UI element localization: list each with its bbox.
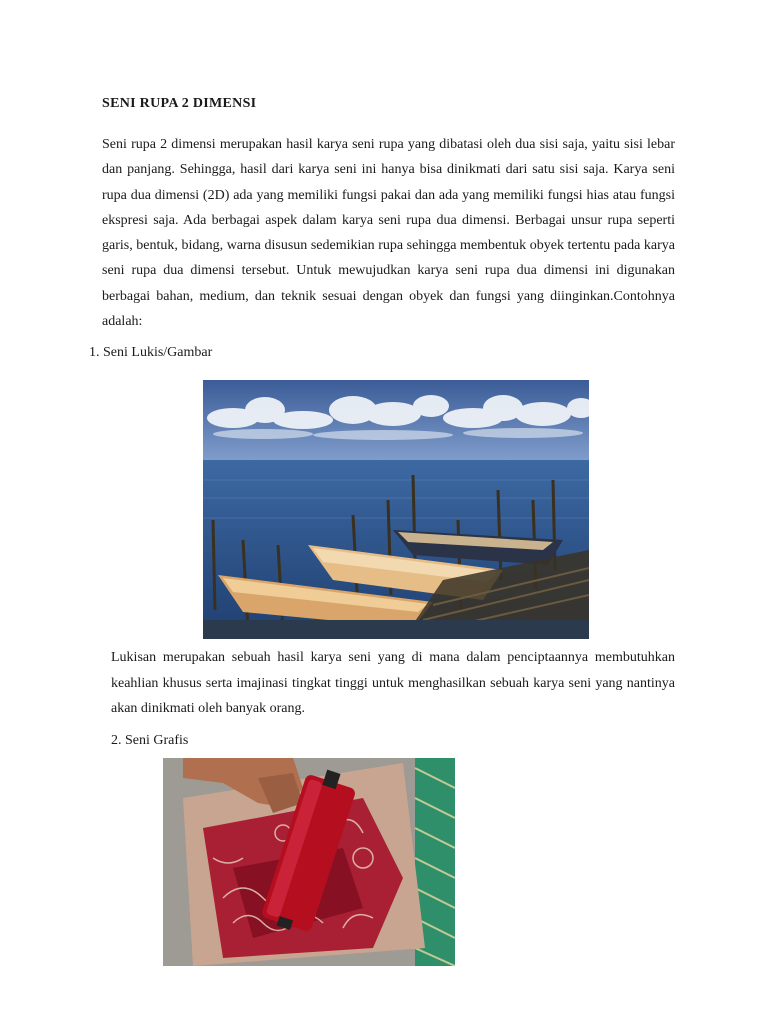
list-item-seni-grafis: 2. Seni Grafis [111,733,189,748]
intro-paragraph: Seni rupa 2 dimensi merupakan hasil karya seni rupa yang dibatasi oleh dua sisi saja, yaitu sisi lebar dan panjang. Sehingga, hasil dari karya seni ini hanya bisa dinikmati dari satu sisi saja. Karya seni rupa dua dimensi (2D) ada yang memiliki fungsi pakai dan ada yang memiliki fungsi hias atau fungsi ekspresi saja. Ada berbagai aspek dalam karya seni rupa dua dimensi. Berbagai unsur rupa seperti garis, bentuk, bidang, warna disusun sedemikian rupa sehingga membentuk obyek tertentu pada karya seni rupa dua dimensi tersebut. Untuk mewujudkan karya seni rupa dua dimensi ini digunakan berbagai bahan, medium, dan teknik sesuai dengan obyek dan fungsi yang diinginkan.Contohnya adalah: [102,137,675,330]
printmaking-roller-image [163,758,455,966]
list-item-seni-lukis: 1. Seni Lukis/Gambar [89,345,213,360]
painting-description: Lukisan merupakan sebuah hasil karya seni yang di mana dalam penciptaannya membutuhkan keahlian khusus serta imajinasi tingkat tinggi untuk menghasilkan sebuah karya seni yang nantinya akan dinikmati oleh banyak orang. [111,650,675,716]
boat-painting-image [203,380,589,639]
page-title: SENI RUPA 2 DIMENSI [102,96,257,111]
